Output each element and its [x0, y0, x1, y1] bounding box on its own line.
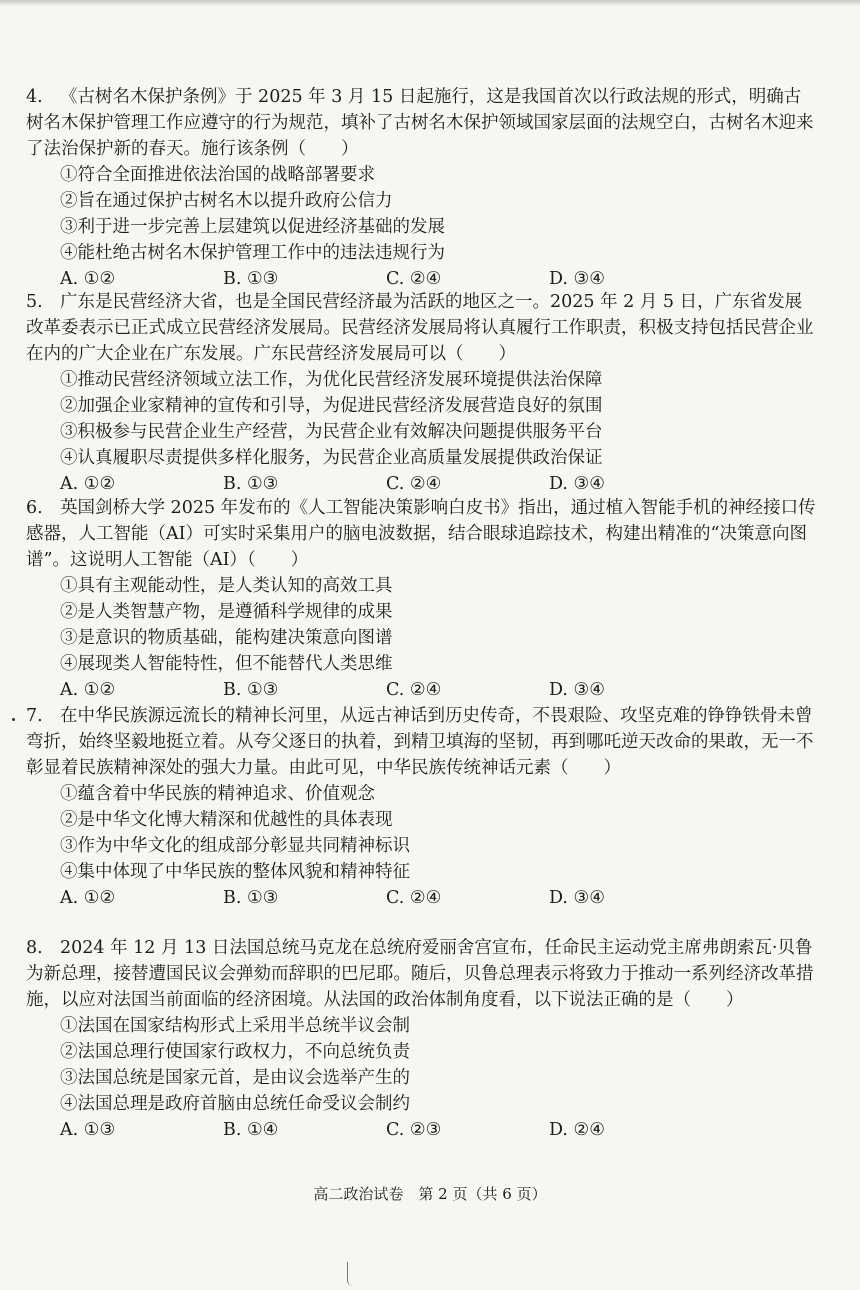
question-number: 5. — [26, 292, 43, 312]
choice-c: C. ②④ — [386, 680, 442, 700]
question-stem — [26, 703, 816, 781]
option-3: ③是意识的物质基础，能构建决策意向图谱 — [60, 628, 393, 648]
question-stem — [26, 935, 816, 1013]
answer-choices — [26, 471, 816, 497]
choice-b: B. ①④ — [223, 1120, 279, 1140]
choice-b: B. ①③ — [223, 680, 279, 700]
question-text: 《古树名木保护条例》于 2025 年 3 月 15 日起施行，这是我国首次以行政法规的形式，明确古树名木保护管理工作应遵守的行为规范，填补了古树名木保护领域国家层面的法规空白，古树名木迎来了法治保护新的春天。施行该条例（ ） — [26, 87, 814, 159]
option-2: ②是中华文化博大精深和优越性的具体表现 — [60, 810, 393, 830]
question-number: 8. — [26, 938, 43, 958]
question-number: 7. — [26, 706, 43, 726]
choice-c: C. ②④ — [386, 888, 442, 908]
option-4: ④展现类人智能特性，但不能替代人类思维 — [60, 654, 393, 674]
question-number: 4. — [26, 87, 43, 107]
option-3: ③利于进一步完善上层建筑以促进经济基础的发展 — [60, 217, 445, 237]
question-text: 2024 年 12 月 13 日法国总统马克龙在总统府爱丽舍宫宣布，任命民主运动党主席弗朗索瓦·贝鲁为新总理，接替遭国民议会弹劾而辞职的巴尼耶。随后，贝鲁总理表示将致力于推动一系列经济改革措施，以应对法国当前面临的经济困境。从法国的政治体制角度看，以下说法正确的是（ ） — [26, 938, 814, 1010]
question-6 — [26, 495, 816, 703]
option-1: ①符合全面推进依法治国的战略部署要求 — [60, 165, 375, 185]
choice-d: D. ③④ — [549, 269, 605, 289]
choice-a: A. ①③ — [60, 1120, 116, 1140]
choice-b: B. ①③ — [223, 474, 279, 494]
choice-a: A. ①② — [60, 269, 116, 289]
answer-choices — [26, 1117, 816, 1143]
question-8 — [26, 935, 816, 1143]
question-5 — [26, 289, 816, 497]
choice-c: C. ②④ — [386, 474, 442, 494]
option-2: ②加强企业家精神的宣传和引导，为促进民营经济发展营造良好的氛围 — [60, 396, 603, 416]
answer-choices — [26, 885, 816, 911]
page-footer: 高二政治试卷 第 2 页（共 6 页） — [313, 1185, 547, 1203]
option-1: ①法国在国家结构形式上采用半总统半议会制 — [60, 1016, 410, 1036]
option-2: ②是人类智慧产物，是遵循科学规律的成果 — [60, 602, 393, 622]
option-4: ④能杜绝古树名木保护管理工作中的违法违规行为 — [60, 243, 445, 263]
option-2: ②法国总理行使国家行政权力，不向总统负责 — [60, 1042, 410, 1062]
scan-mark — [347, 1262, 356, 1286]
choice-d: D. ③④ — [549, 680, 605, 700]
option-1: ①推动民营经济领域立法工作，为优化民营经济发展环境提供法治保障 — [60, 370, 603, 390]
option-4: ④认真履职尽责提供多样化服务，为民营企业高质量发展提供政治保证 — [60, 448, 603, 468]
choice-a: A. ①② — [60, 888, 116, 908]
question-number: 6. — [26, 498, 43, 518]
choice-c: C. ②③ — [386, 1120, 442, 1140]
option-1: ①具有主观能动性，是人类认知的高效工具 — [60, 576, 393, 596]
choice-d: D. ②④ — [549, 1120, 605, 1140]
question-stem — [26, 84, 816, 162]
choice-c: C. ②④ — [386, 269, 442, 289]
answer-choices — [26, 677, 816, 703]
choice-d: D. ③④ — [549, 888, 605, 908]
option-4: ④法国总理是政府首脑由总统任命受议会制约 — [60, 1094, 410, 1114]
scan-speck — [12, 718, 15, 721]
option-1: ①蕴含着中华民族的精神追求、价值观念 — [60, 784, 375, 804]
option-3: ③积极参与民营企业生产经营，为民营企业有效解决问题提供服务平台 — [60, 422, 603, 442]
question-7 — [26, 703, 816, 911]
choice-a: A. ①② — [60, 680, 116, 700]
choice-b: B. ①③ — [223, 269, 279, 289]
scan-edge — [0, 0, 860, 6]
option-3: ③法国总统是国家元首，是由议会选举产生的 — [60, 1068, 410, 1088]
question-stem — [26, 289, 816, 367]
question-text: 广东是民营经济大省，也是全国民营经济最为活跃的地区之一。2025 年 2 月 5 日，广东省发展改革委表示已正式成立民营经济发展局。民营经济发展局将认真履行工作职责，积极支持包括民营企业在内的广大企业在广东发展。广东民营经济发展局可以（ ） — [26, 292, 814, 364]
choice-d: D. ③④ — [549, 474, 605, 494]
option-2: ②旨在通过保护古树名木以提升政府公信力 — [60, 191, 393, 211]
question-stem — [26, 495, 816, 573]
question-text: 英国剑桥大学 2025 年发布的《人工智能决策影响白皮书》指出，通过植入智能手机的神经接口传感器，人工智能（AI）可实时采集用户的脑电波数据，结合眼球追踪技术，构建出精准的“决策意向图谱”。这说明人工智能（AI）（ ） — [26, 498, 816, 570]
choice-b: B. ①③ — [223, 888, 279, 908]
option-3: ③作为中华文化的组成部分彰显共同精神标识 — [60, 836, 410, 856]
choice-a: A. ①② — [60, 474, 116, 494]
question-text: 在中华民族源远流长的精神长河里，从远古神话到历史传奇，不畏艰险、攻坚克难的铮铮铁骨未曾弯折，始终坚毅地挺立着。从夸父逐日的执着，到精卫填海的坚韧，再到哪吒逆天改命的果敢，无一不彰显着民族精神深处的强大力量。由此可见，中华民族传统神话元素（ ） — [26, 706, 814, 778]
option-4: ④集中体现了中华民族的整体风貌和精神特征 — [60, 862, 410, 882]
question-4 — [26, 84, 816, 292]
